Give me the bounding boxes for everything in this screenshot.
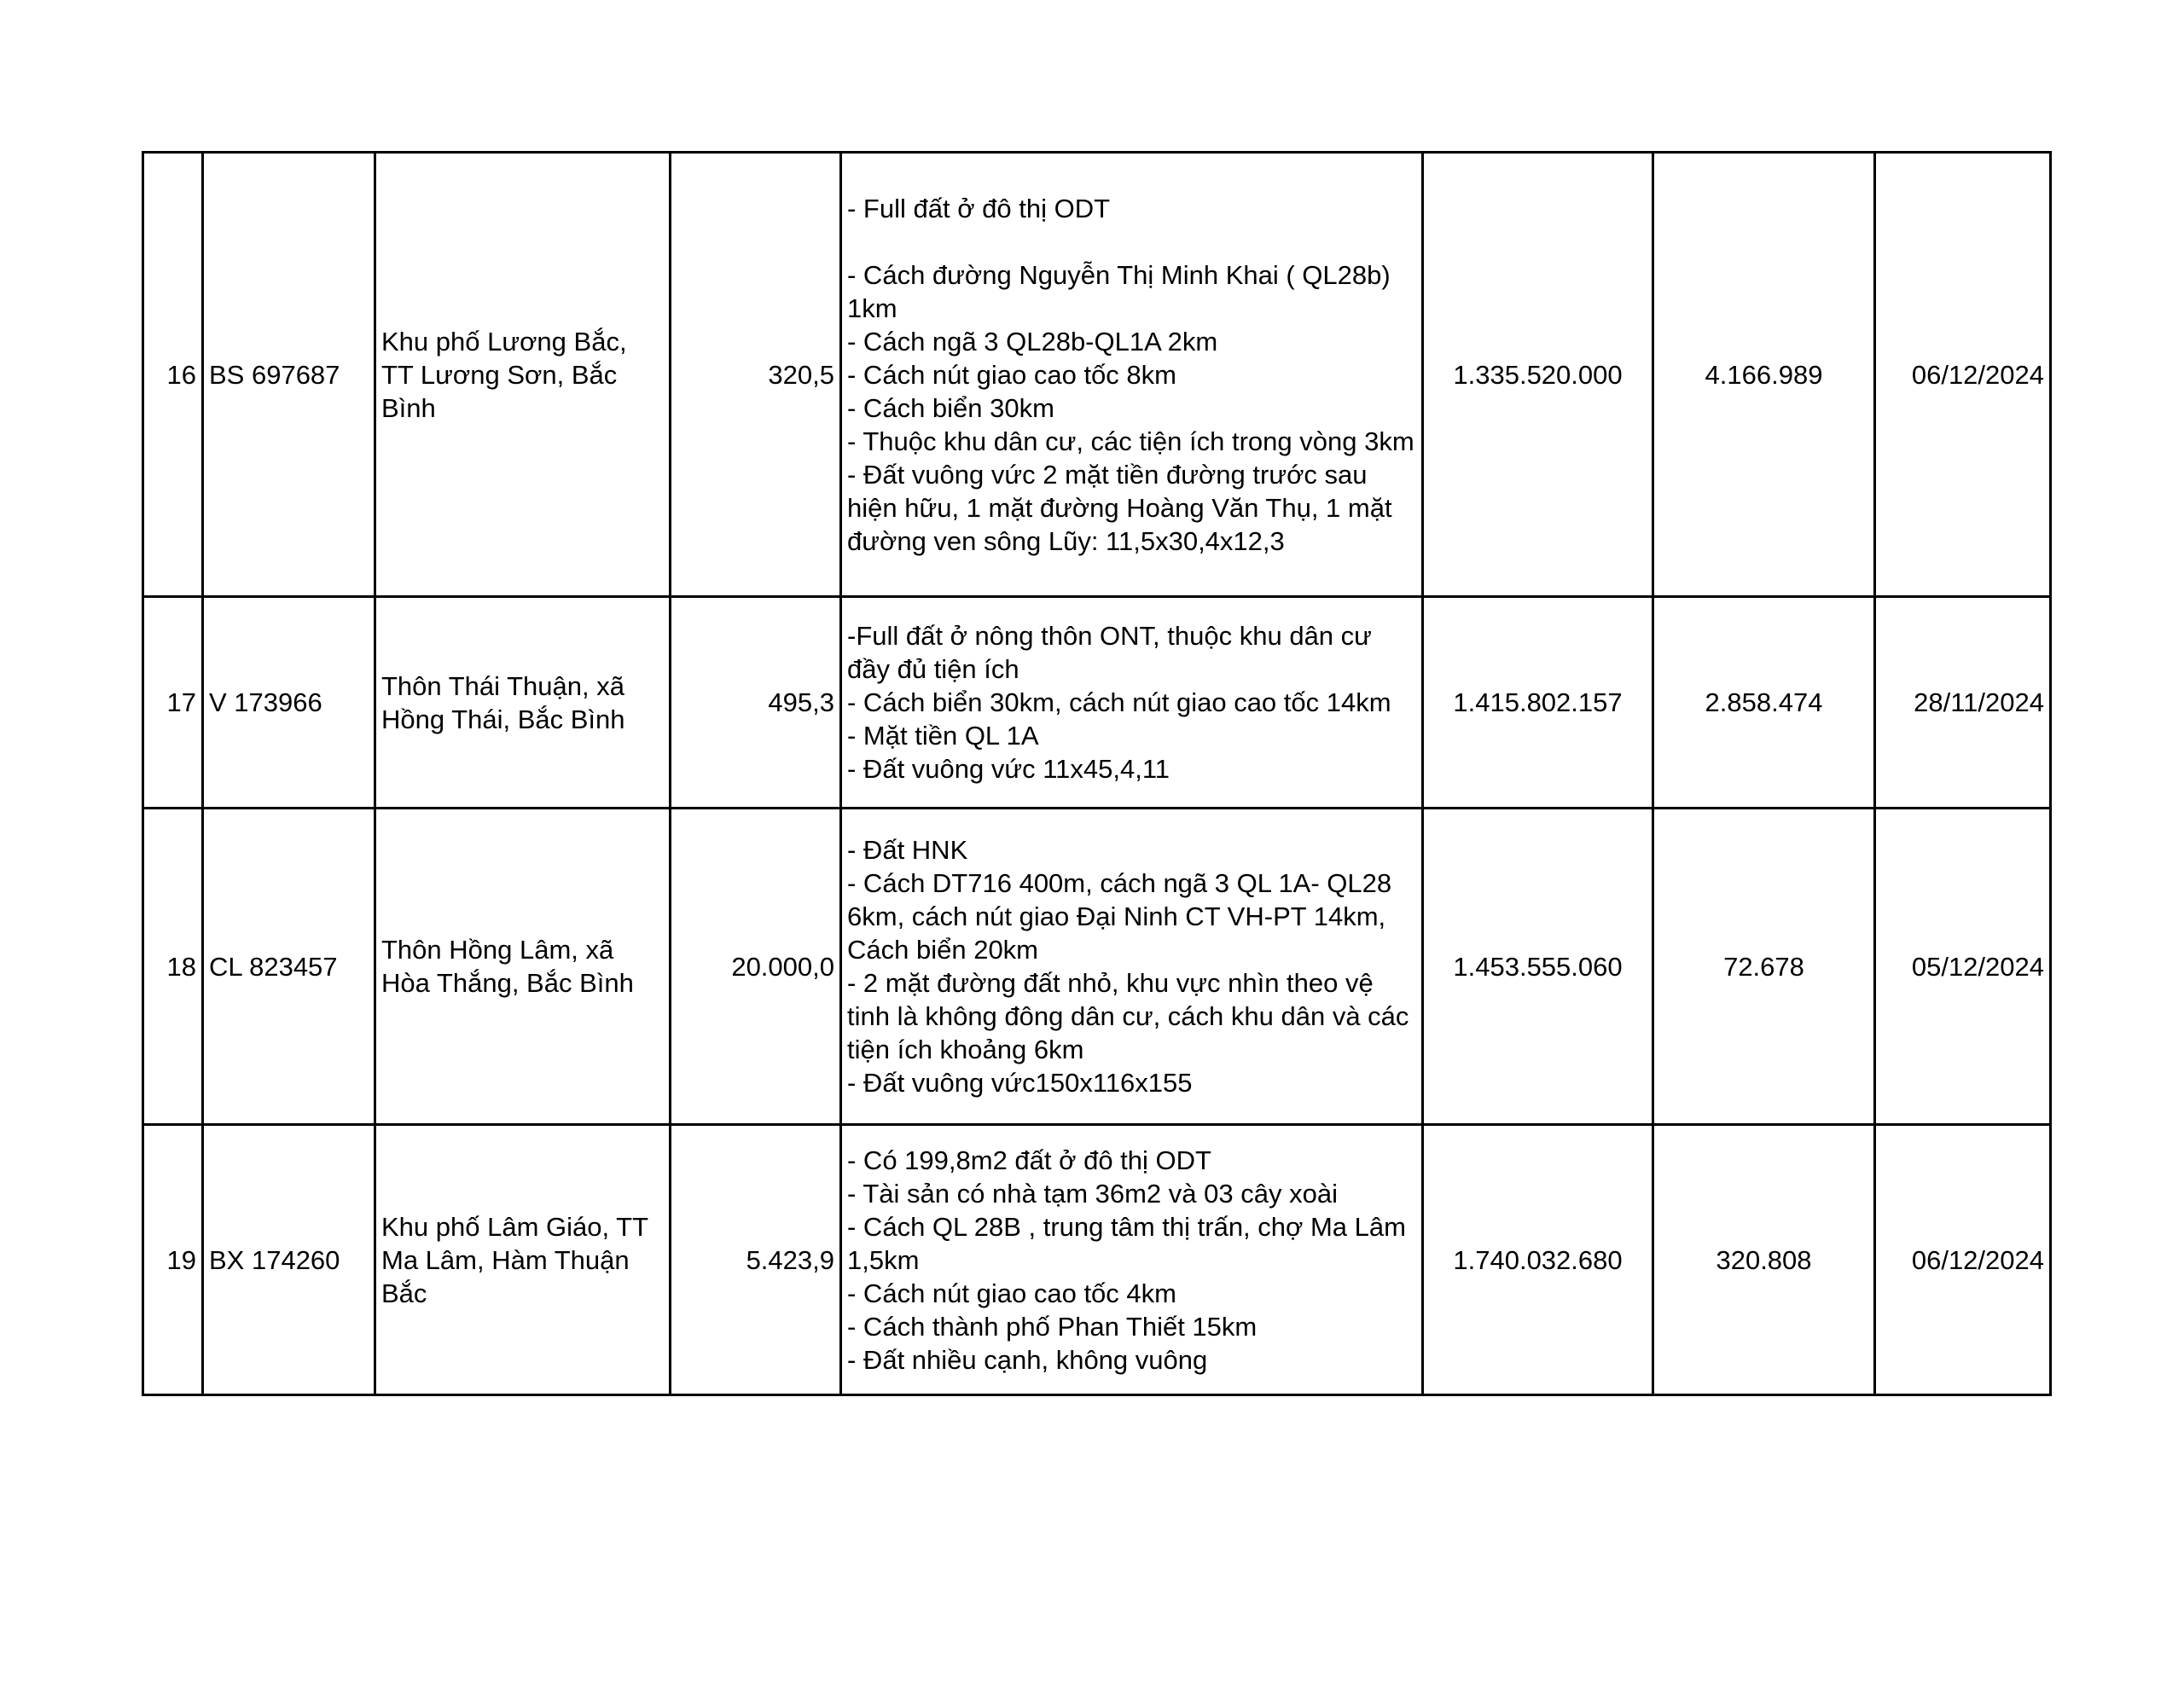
property-description xyxy=(841,153,1423,597)
description-line: - Thuộc khu dân cư, các tiện ích trong vòng 3km xyxy=(847,426,1414,456)
listing-date: 28/11/2024 xyxy=(1875,597,2051,809)
row-number: 16 xyxy=(143,153,203,597)
table-row xyxy=(143,1125,2051,1395)
description-line: - Mặt tiền QL 1A xyxy=(847,721,1039,751)
description-line: - Đất vuông vức 2 mặt tiền đường trước sau hiện hữu, 1 mặt đường Hoàng Văn Thụ, 1 mặt đường ven sông Lũy: 11,5x30,4x12,3 xyxy=(847,459,1392,556)
land-area: 495,3 xyxy=(671,597,841,809)
property-description xyxy=(841,1125,1423,1395)
certificate-number: CL 823457 xyxy=(203,809,375,1125)
description-line: - Cách thành phố Phan Thiết 15km xyxy=(847,1311,1258,1342)
description-line: - 2 mặt đường đất nhỏ, khu vực nhìn theo vệ tinh là không đông dân cư, cách khu dân và các tiện ích khoảng 6km xyxy=(847,968,1409,1064)
property-description xyxy=(841,597,1423,809)
land-area: 320,5 xyxy=(671,153,841,597)
description-line: - Cách DT716 400m, cách ngã 3 QL 1A- QL28 6km, cách nút giao Đại Ninh CT VH-PT 14km, Cách biển 20km xyxy=(847,868,1392,965)
unit-price: 4.166.989 xyxy=(1653,153,1875,597)
unit-price: 2.858.474 xyxy=(1653,597,1875,809)
row-number: 17 xyxy=(143,597,203,809)
description-line: - Đất nhiều cạnh, không vuông xyxy=(847,1344,1208,1375)
property-address: Thôn Thái Thuận, xã Hồng Thái, Bắc Bình xyxy=(375,597,671,809)
table-row xyxy=(143,153,2051,597)
description-line: - Cách biển 30km, cách nút giao cao tốc 14km xyxy=(847,687,1391,717)
listing-date: 06/12/2024 xyxy=(1875,1125,2051,1395)
unit-price: 72.678 xyxy=(1653,809,1875,1125)
description-line: - Full đất ở đô thị ODT xyxy=(847,193,1111,223)
total-price: 1.740.032.680 xyxy=(1423,1125,1653,1395)
description-line: - Đất vuông vức150x116x155 xyxy=(847,1068,1193,1098)
description-line: - Cách nút giao cao tốc 8km xyxy=(847,359,1176,390)
table-row xyxy=(143,597,2051,809)
description-line xyxy=(847,225,1416,258)
listing-date: 06/12/2024 xyxy=(1875,153,2051,597)
description-line: - Cách biển 30km xyxy=(847,392,1054,423)
description-line: - Đất vuông vức 11x45,4,11 xyxy=(847,754,1170,784)
description-line: -Full đất ở nông thôn ONT, thuộc khu dân cư đầy đủ tiện ích xyxy=(847,621,1372,684)
description-line: - Cách đường Nguyễn Thị Minh Khai ( QL28b) 1km xyxy=(847,259,1391,323)
description-line: - Có 199,8m2 đất ở đô thị ODT xyxy=(847,1145,1211,1175)
description-line: - Tài sản có nhà tạm 36m2 và 03 cây xoài xyxy=(847,1178,1338,1209)
row-number: 18 xyxy=(143,809,203,1125)
unit-price: 320.808 xyxy=(1653,1125,1875,1395)
table-row xyxy=(143,809,2051,1125)
land-area: 20.000,0 xyxy=(671,809,841,1125)
certificate-number: BX 174260 xyxy=(203,1125,375,1395)
property-description xyxy=(841,809,1423,1125)
certificate-number: V 173966 xyxy=(203,597,375,809)
description-line: - Cách ngã 3 QL28b-QL1A 2km xyxy=(847,326,1218,357)
total-price: 1.415.802.157 xyxy=(1423,597,1653,809)
description-line: - Đất HNK xyxy=(847,835,968,865)
total-price: 1.335.520.000 xyxy=(1423,153,1653,597)
property-address: Khu phố Lâm Giáo, TT Ma Lâm, Hàm Thuận Bắc xyxy=(375,1125,671,1395)
row-number: 19 xyxy=(143,1125,203,1395)
listing-date: 05/12/2024 xyxy=(1875,809,2051,1125)
land-area: 5.423,9 xyxy=(671,1125,841,1395)
certificate-number: BS 697687 xyxy=(203,153,375,597)
property-address: Thôn Hồng Lâm, xã Hòa Thắng, Bắc Bình xyxy=(375,809,671,1125)
description-line: - Cách nút giao cao tốc 4km xyxy=(847,1278,1176,1308)
description-line: - Cách QL 28B , trung tâm thị trấn, chợ Ma Lâm 1,5km xyxy=(847,1211,1406,1275)
property-address: Khu phố Lương Bắc, TT Lương Sơn, Bắc Bình xyxy=(375,153,671,597)
property-listing-table xyxy=(142,151,2052,1396)
total-price: 1.453.555.060 xyxy=(1423,809,1653,1125)
